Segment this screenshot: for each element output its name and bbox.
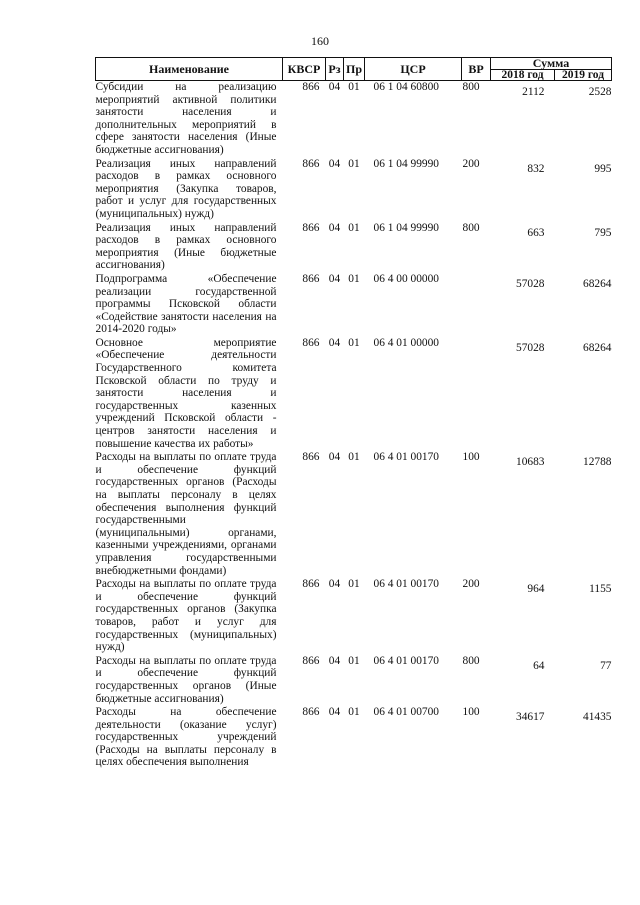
row-pr: 01 bbox=[348, 157, 360, 170]
row-rz: 04 bbox=[328, 451, 341, 464]
header-pr: Пр bbox=[344, 58, 365, 81]
row-sum-2018: 64 bbox=[533, 659, 545, 672]
row-vr: 800 bbox=[462, 221, 480, 234]
header-rz: Рз bbox=[326, 58, 344, 81]
row-vr bbox=[462, 273, 491, 337]
table-row bbox=[96, 706, 612, 770]
row-kvsr: 866 bbox=[302, 157, 320, 170]
row-name: Реализация иных направлений расходов в рамках основного мероприятия (Закупка товаров, работ и услуг для государственных (муниципальных) нужд) bbox=[95, 157, 277, 220]
row-rz: 04 bbox=[328, 272, 341, 285]
table-row bbox=[96, 337, 612, 451]
row-pr: 01 bbox=[348, 451, 360, 464]
row-kvsr: 866 bbox=[302, 221, 320, 234]
row-rz: 04 bbox=[328, 654, 341, 667]
row-sum-2019: 2528 bbox=[588, 86, 612, 98]
row-kvsr: 866 bbox=[302, 578, 320, 591]
row-rz: 04 bbox=[328, 578, 341, 591]
row-csr: 06 4 00 00000 bbox=[373, 272, 439, 285]
row-sum-2018: 57028 bbox=[516, 341, 545, 354]
row-vr: 200 bbox=[462, 578, 480, 591]
row-vr: 200 bbox=[462, 157, 480, 170]
row-csr: 06 4 01 00170 bbox=[373, 654, 439, 667]
header-sum: Сумма bbox=[491, 58, 612, 70]
row-csr: 06 4 01 00170 bbox=[373, 451, 439, 464]
table-row bbox=[96, 578, 612, 655]
row-pr: 01 bbox=[348, 221, 360, 234]
row-vr: 800 bbox=[462, 654, 480, 667]
row-rz: 04 bbox=[328, 81, 341, 93]
row-vr bbox=[462, 337, 491, 451]
row-sum-2018: 34617 bbox=[516, 711, 545, 724]
row-sum-2019: 41435 bbox=[583, 711, 612, 724]
row-kvsr: 866 bbox=[302, 272, 320, 285]
row-rz: 04 bbox=[328, 706, 341, 719]
row-kvsr: 866 bbox=[302, 336, 320, 349]
row-kvsr: 866 bbox=[302, 706, 320, 719]
row-name: Расходы на выплаты по оплате труда и обеспечение функций государственных органов (Расходы на выплаты персоналу в целях обеспечения выполнения функций государственными (муниципальными) органами, казенными учреждениями, органами управления государственными внебюджетными фондами) bbox=[95, 451, 277, 577]
row-rz: 04 bbox=[328, 157, 341, 170]
budget-table bbox=[95, 57, 612, 770]
row-vr: 800 bbox=[462, 81, 480, 93]
row-csr: 06 1 04 60800 bbox=[373, 81, 439, 93]
row-sum-2019: 995 bbox=[594, 162, 612, 175]
page-number: 160 bbox=[311, 34, 329, 48]
row-csr: 06 4 01 00700 bbox=[373, 706, 439, 719]
row-kvsr: 866 bbox=[302, 654, 320, 667]
row-pr: 01 bbox=[348, 336, 360, 349]
row-name: Субсидии на реализацию мероприятий активной политики занятости населения и дополнительных мероприятий в сфере занятости населения (Иные бюджетные ассигнования) bbox=[95, 81, 277, 156]
row-csr: 06 1 04 99990 bbox=[373, 157, 439, 170]
table-row bbox=[96, 222, 612, 273]
row-pr: 01 bbox=[348, 706, 360, 719]
row-sum-2019: 1155 bbox=[589, 583, 612, 596]
row-csr: 06 4 01 00170 bbox=[373, 578, 439, 591]
table-row bbox=[96, 81, 612, 158]
row-vr: 100 bbox=[462, 706, 480, 719]
row-pr: 01 bbox=[348, 578, 360, 591]
header-year-2019: 2019 год bbox=[555, 70, 612, 81]
table-row bbox=[96, 273, 612, 337]
table-body bbox=[96, 81, 612, 771]
row-name: Расходы на обеспечение деятельности (оказание услуг) государственных учреждений (Расходы на выплаты персоналу в целях обеспечения выполнения bbox=[95, 706, 277, 769]
header-kvsr: КВСР bbox=[283, 58, 326, 81]
header-year-2018: 2018 год bbox=[491, 70, 555, 81]
table-row bbox=[96, 655, 612, 706]
row-name: Подпрограмма «Обеспечение реализации государственной программы Псковской области «Содействие занятости населения на 2014-2020 годы» bbox=[95, 272, 277, 336]
row-name: Расходы на выплаты по оплате труда и обеспечение функций государственных органов (Закупка товаров, работ и услуг для государственных (муниципальных) нужд) bbox=[95, 578, 277, 654]
row-name: Основное мероприятие «Обеспечение деятельности Государственного комитета Псковской области по труду и занятости населения и государственных казенных учреждений Псковской области - центров занятости населения и повышение качества их работы» bbox=[95, 336, 277, 450]
row-name: Расходы на выплаты по оплате труда и обеспечение функций государственных органов (Иные бюджетные ассигнования) bbox=[95, 654, 277, 705]
table-row bbox=[96, 451, 612, 578]
row-sum-2019: 77 bbox=[600, 659, 612, 672]
header-name: Наименование bbox=[96, 58, 283, 81]
row-pr: 01 bbox=[348, 272, 360, 285]
row-sum-2019: 68264 bbox=[583, 277, 612, 290]
row-pr: 01 bbox=[348, 81, 360, 93]
row-csr: 06 4 01 00000 bbox=[373, 336, 439, 349]
row-vr: 100 bbox=[462, 451, 480, 464]
row-pr: 01 bbox=[348, 654, 360, 667]
row-sum-2018: 10683 bbox=[516, 456, 545, 469]
table-row bbox=[96, 158, 612, 222]
row-sum-2018: 832 bbox=[527, 162, 545, 175]
row-rz: 04 bbox=[328, 336, 341, 349]
row-csr: 06 1 04 99990 bbox=[373, 221, 439, 234]
row-sum-2019: 795 bbox=[594, 226, 612, 239]
row-sum-2019: 12788 bbox=[583, 456, 612, 469]
header-vr: ВР bbox=[462, 58, 491, 81]
row-rz: 04 bbox=[328, 221, 341, 234]
header-csr: ЦСР bbox=[365, 58, 462, 81]
row-sum-2018: 57028 bbox=[516, 277, 545, 290]
row-sum-2018: 2112 bbox=[522, 86, 545, 98]
table-header bbox=[96, 58, 612, 81]
row-kvsr: 866 bbox=[302, 81, 320, 93]
row-name: Реализация иных направлений расходов в рамках основного мероприятия (Иные бюджетные ассигнования) bbox=[95, 221, 277, 272]
row-sum-2018: 964 bbox=[527, 583, 545, 596]
row-kvsr: 866 bbox=[302, 451, 320, 464]
row-sum-2019: 68264 bbox=[583, 341, 612, 354]
row-sum-2018: 663 bbox=[527, 226, 545, 239]
